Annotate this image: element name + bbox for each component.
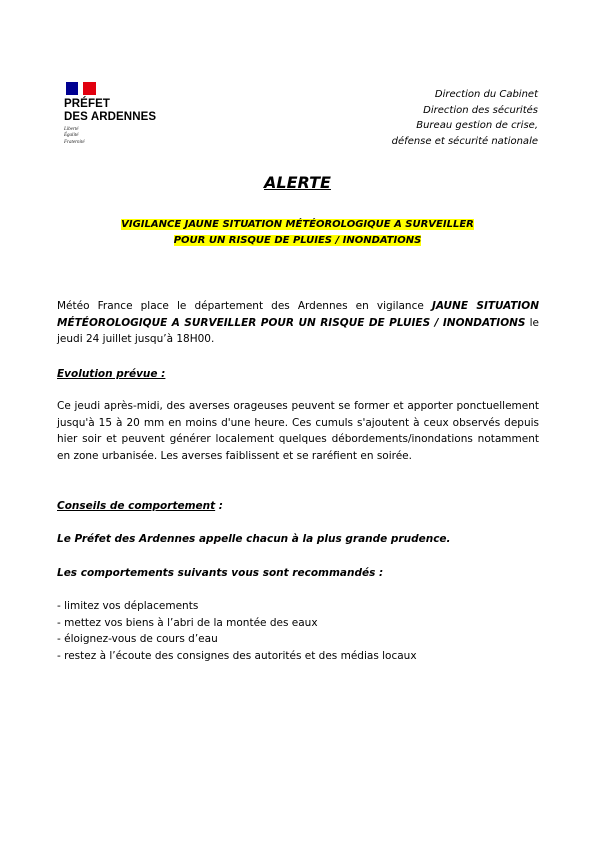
sender-line: Direction des sécurités xyxy=(423,104,538,116)
evolution-heading: Evolution prévue : xyxy=(57,368,166,380)
intro-text: Météo France place le département des Ardennes en vigilance xyxy=(57,300,432,312)
prefecture-logo xyxy=(64,82,174,146)
motto-fraternite: Fraternité xyxy=(64,139,85,145)
sender-block xyxy=(392,87,538,149)
conseils-heading-block xyxy=(57,498,539,515)
conseils-heading-colon: : xyxy=(215,500,224,512)
intro-emphasis: JAUNE SITUATION MÉTÉOROLOGIQUE A SURVEILLER POUR UN RISQUE DE PLUIES / INONDATIONS xyxy=(57,300,539,329)
list-item: - éloignez-vous de cours d’eau xyxy=(57,633,218,645)
sender-line: Direction du Cabinet xyxy=(434,89,538,100)
conseils-heading: Conseils de comportement xyxy=(57,500,216,512)
vigilance-line1: VIGILANCE JAUNE SITUATION MÉTÉOROLOGIQUE A SURVEILLER xyxy=(121,219,474,230)
intro-text-end: le jeudi 24 juillet jusqu’à 18H00. xyxy=(57,316,539,345)
prefecture-name-line2: DES ARDENNES xyxy=(64,110,157,123)
list-item: - limitez vos déplacements xyxy=(57,600,199,612)
prefecture-name-line1: PRÉFET xyxy=(64,98,110,110)
sender-line: Bureau gestion de crise, xyxy=(416,120,538,132)
vigilance-banner xyxy=(0,217,595,249)
prefet-message: Le Préfet des Ardennes appelle chacun à la plus grande prudence. xyxy=(57,533,451,545)
french-flag-icon xyxy=(66,82,96,95)
list-item: - mettez vos biens à l’abri de la montée des eaux xyxy=(57,616,318,629)
evolution-paragraph: Ce jeudi après-midi, des averses orageuses peuvent se former et apporter ponctuellement jusqu'à 15 à 20 mm en moins d'une heure. Ces cumuls s'ajoutent à ceux observés depuis hier soir et peuvent générer localement quelques débordements/inondations notamment en zone urbanisée. Les averses faiblissent et se raréfient en soirée. xyxy=(57,400,539,462)
vigilance-line2: POUR UN RISQUE DE PLUIES / INONDATIONS xyxy=(173,235,422,246)
republic-motto xyxy=(64,127,174,146)
prefecture-name xyxy=(64,98,174,123)
list-item: - restez à l’écoute des consignes des autorités et des médias locaux xyxy=(57,649,417,662)
motto-liberte: Liberté xyxy=(64,127,79,132)
motto-egalite: Égalité xyxy=(64,133,79,139)
recommendations-list xyxy=(57,598,539,664)
sender-line: défense et sécurité nationale xyxy=(391,135,538,147)
recommendations-heading: Les comportements suivants vous sont recommandés : xyxy=(57,567,384,579)
document-title: ALERTE xyxy=(264,173,331,192)
intro-paragraph xyxy=(57,298,539,348)
